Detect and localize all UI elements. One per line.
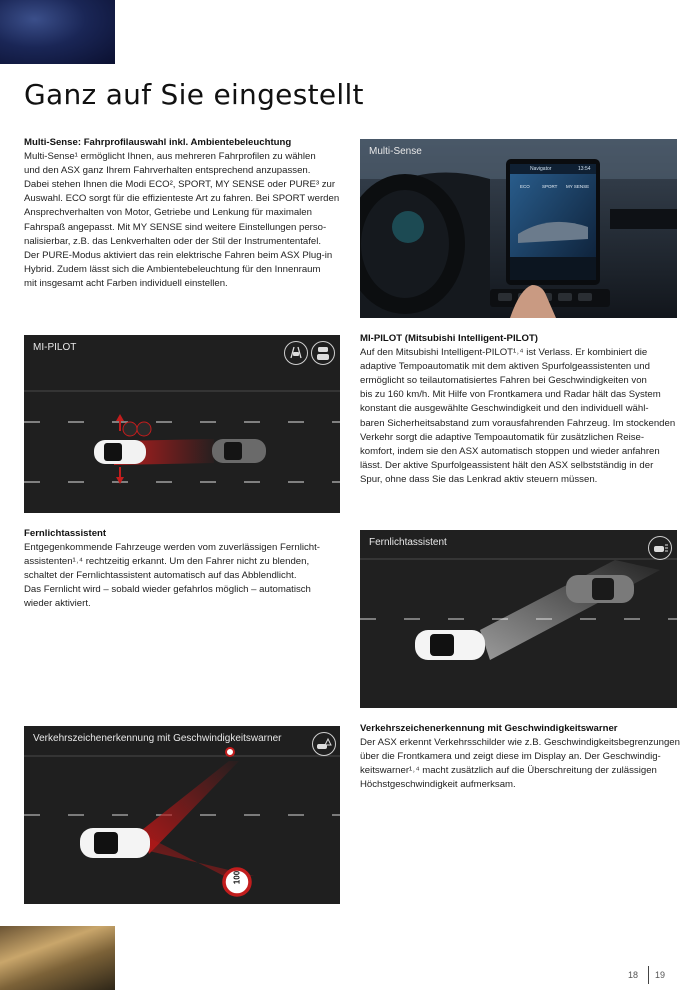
high-beam-car-icon: [648, 536, 672, 560]
mipilot-line: komfort, indem sie den ASX automatisch stoppen und wieder anfahren: [360, 445, 660, 457]
page-number-separator: [648, 966, 649, 984]
verkehr-text: [360, 722, 690, 792]
screen-time: 13:54: [578, 166, 591, 172]
multisense-line: Auswahl. ECO sorgt für die effizienteste Art zu fahren. Bei SPORT werden: [24, 193, 340, 205]
fernlicht-heading: Fernlichtassistent: [24, 528, 107, 539]
traffic-sign-car-icon: [312, 732, 336, 756]
car-interior-illustration: [360, 139, 677, 318]
multisense-line: Multi-Sense¹ ermöglicht Ihnen, aus mehreren Fahrprofilen zu wählen: [24, 151, 316, 163]
mipilot-line: lässt. Der aktive Spurfolgeassistent hält den ASX selbstständig in der: [360, 459, 654, 471]
mipilot-line: Spur, ohne dass Sie das Lenkrad aktiv steuern müssen.: [360, 473, 598, 485]
fernlicht-panel: [360, 530, 677, 708]
mipilot-heading: MI-PILOT (Mitsubishi Intelligent-PILOT): [360, 333, 538, 344]
screen-tab: Navigator: [530, 166, 552, 172]
fernlicht-line: Das Fernlicht wird – sobald wieder gefahrlos möglich – automatisch: [24, 584, 311, 596]
multisense-image-label: Multi-Sense: [369, 146, 422, 157]
verkehr-panel: [24, 726, 340, 904]
verkehr-line: keitswarner¹˒⁴ macht zusätzlich auf die Überschreitung der zulässigen: [360, 765, 657, 777]
screen-mode-mysense: MY SENSE: [566, 184, 590, 189]
fernlicht-illustration: [360, 530, 677, 708]
multisense-line: Fahrspaß angepasst. Mit MY SENSE sind weitere Einstellungen perso-: [24, 221, 327, 233]
page-number-left: 18: [628, 970, 639, 980]
multisense-heading: Multi-Sense: Fahrprofilauswahl inkl. Ambientebeleuchtung: [24, 137, 292, 148]
multisense-photo: [360, 139, 677, 318]
verkehr-line: Der ASX erkennt Verkehrsschilder wie z.B. Geschwindigkeitsbegrenzungen: [360, 737, 680, 749]
verkehr-line: Höchstgeschwindigkeit aufmerksam.: [360, 779, 516, 791]
speed-sign-value: 100: [232, 870, 242, 885]
lane-keep-icon: [284, 341, 308, 365]
mipilot-line: baren Sicherheitsabstand zum vorausfahrenden Fahrzeug. Im stockenden: [360, 417, 676, 429]
multisense-line: nalisierbar, z.B. das Lenkverhalten oder der Stil der Instrumententafel.: [24, 235, 322, 247]
mipilot-label: MI-PILOT: [33, 342, 77, 353]
mipilot-line: ermöglicht so teilautomatisiertes Fahren bei Geschwindigkeiten von: [360, 375, 647, 387]
page-number-right: 19: [655, 970, 666, 980]
mipilot-line: adaptive Tempoautomatik mit dem aktiven Spurfolgeassistenten und: [360, 361, 650, 373]
mipilot-line: Auf den Mitsubishi Intelligent-PILOT¹˒⁴ ist Verlass. Er kombiniert die: [360, 347, 648, 359]
fernlicht-label: Fernlichtassistent: [369, 537, 447, 548]
fernlicht-line: assistenten¹˒⁴ rechtzeitig erkannt. Um den Fahrer nicht zu blenden,: [24, 556, 310, 568]
multisense-line: Hybrid. Zudem lässt sich die Ambientebeleuchtung für den Innenraum: [24, 263, 321, 275]
mipilot-line: konstant die ausgewählte Geschwindigkeit und den individuell wähl-: [360, 403, 649, 415]
multisense-line: mit insgesamt acht Farben individuell einstellen.: [24, 277, 228, 289]
page-title: Ganz auf Sie eingestellt: [24, 78, 364, 111]
multisense-text: [24, 136, 354, 291]
mipilot-line: Verkehr sorgt die adaptive Tempoautomatik für zusätzlichen Reise-: [360, 431, 645, 443]
mipilot-text: [360, 332, 690, 487]
fernlicht-line: Entgegenkommende Fahrzeuge werden vom zuverlässigen Fernlicht-: [24, 542, 320, 554]
verkehr-illustration: [24, 726, 340, 904]
multisense-line: und den ASX ganz Ihrem Fahrverhalten entsprechend anzupassen.: [24, 165, 311, 177]
multisense-line: Ansprechverhalten von Motor, Getriebe und Lenkung für maximalen: [24, 207, 312, 219]
verkehr-line: über die Frontkamera und zeigt diese im Display an. Der Geschwindig-: [360, 751, 661, 763]
multisense-line: Der PURE-Modus aktiviert das rein elektrische Fahren beim ASX Plug-in: [24, 249, 333, 261]
adaptive-cruise-icon: [311, 341, 335, 365]
screen-mode-sport: SPORT: [542, 184, 558, 189]
mipilot-panel: [24, 335, 340, 513]
mipilot-line: bis zu 160 km/h. Mit Hilfe von Frontkamera und Radar hält das System: [360, 389, 661, 401]
verkehr-label: Verkehrszeichenerkennung mit Geschwindigkeitswarner: [33, 733, 282, 744]
fernlicht-line: schaltet der Fernlichtassistent automatisch auf das Abblendlicht.: [24, 570, 297, 582]
multisense-line: Dabei stehen Ihnen die Modi ECO², SPORT, MY SENSE oder PURE³ zur: [24, 179, 336, 191]
screen-mode-eco: ECO: [520, 184, 530, 189]
verkehr-heading: Verkehrszeichenerkennung mit Geschwindigkeitswarner: [360, 723, 618, 734]
corner-photo-top: [0, 0, 115, 64]
corner-photo-bottom: [0, 926, 115, 990]
fernlicht-line: wieder aktiviert.: [24, 598, 91, 610]
fernlicht-text: [24, 527, 354, 612]
